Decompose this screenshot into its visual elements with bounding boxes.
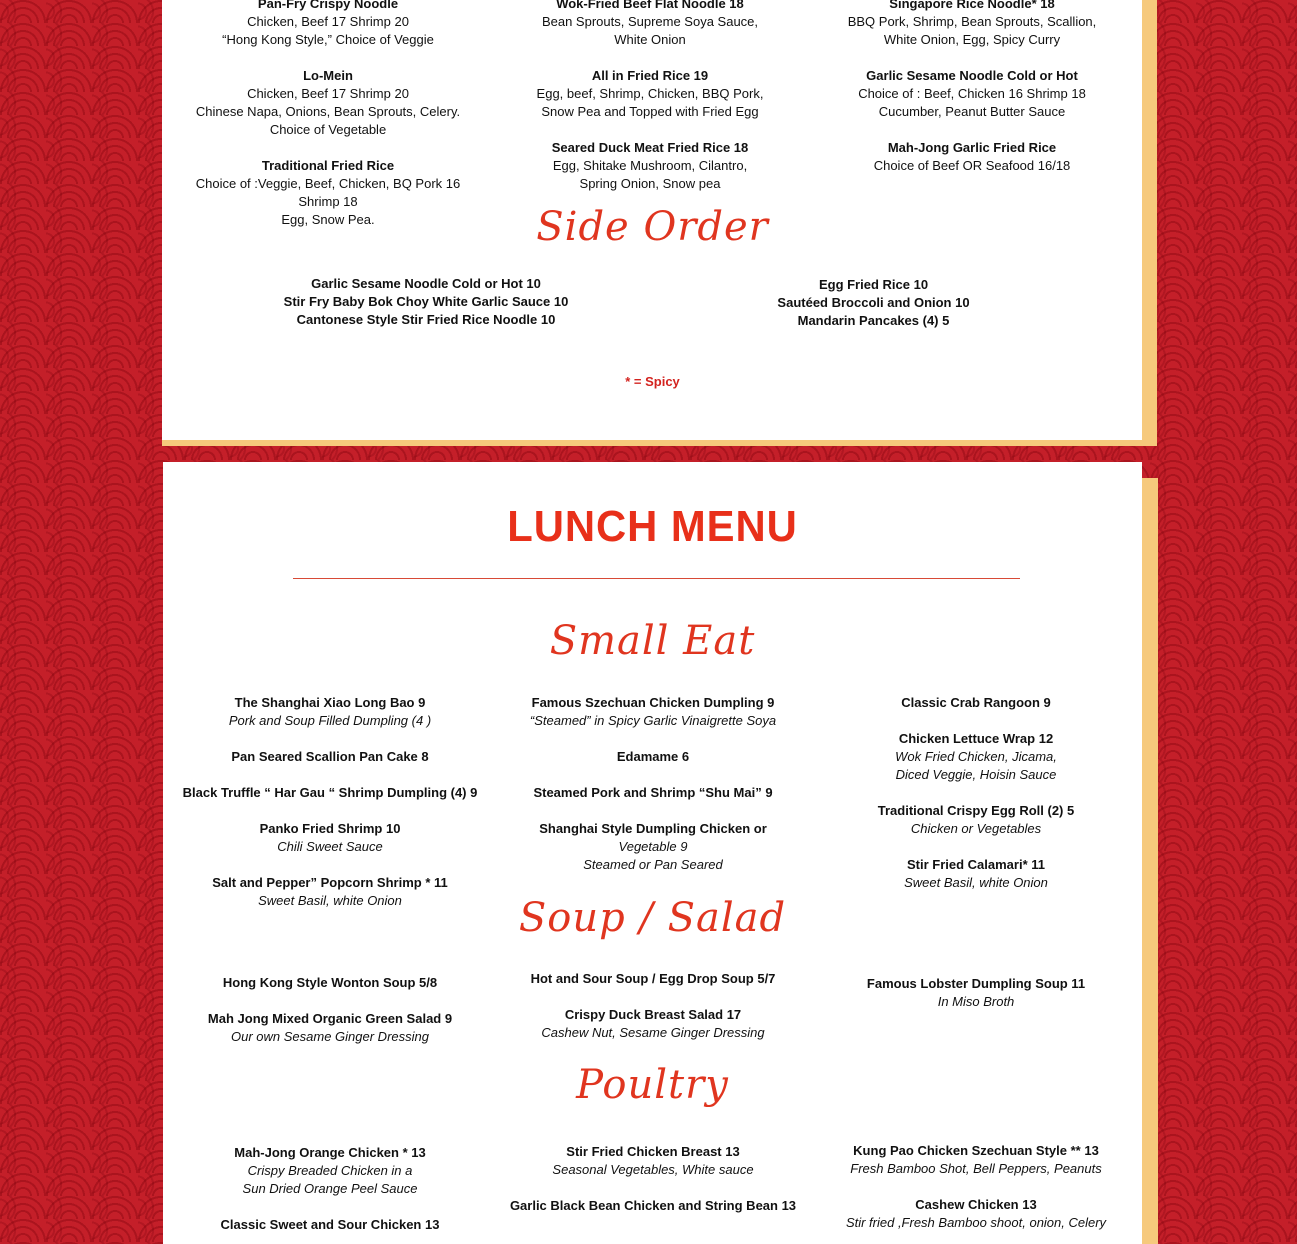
menu-item-name: Singapore Rice Noodle* 18 xyxy=(889,0,1055,11)
menu-item-name: Lo-Mein xyxy=(303,68,353,83)
menu-item-description: Pork and Soup Filled Dumpling (4 ) xyxy=(228,713,432,728)
menu-item-description: Diced Veggie, Hoisin Sauce xyxy=(895,767,1057,782)
item-spacer xyxy=(180,139,476,157)
item-spacer xyxy=(502,121,798,139)
side-order-item: Egg Fried Rice 10 xyxy=(818,277,929,292)
soup-salad-column-3 xyxy=(826,975,1126,1011)
menu-item-description: Egg, Snow Pea. xyxy=(281,212,375,227)
menu-item-name: Cashew Chicken 13 xyxy=(915,1197,1037,1212)
small-eat-column-3 xyxy=(826,694,1126,892)
menu-item-description: Cashew Nut, Sesame Ginger Dressing xyxy=(541,1025,765,1040)
soup-salad-heading: Soup / Salad xyxy=(518,895,787,941)
menu-item-description: Crispy Breaded Chicken in a xyxy=(247,1163,413,1178)
menu-item-description: Snow Pea and Topped with Fried Egg xyxy=(541,104,759,119)
menu-item-name: All in Fried Rice 19 xyxy=(591,68,709,83)
side-order-item: Cantonese Style Stir Fried Rice Noodle 10 xyxy=(296,312,556,327)
menu-item-description: Sun Dried Orange Peel Sauce xyxy=(242,1181,418,1196)
menu-item-name: Steamed Pork and Shrimp “Shu Mai” 9 xyxy=(533,785,773,800)
menu-item-description: BBQ Pork, Shrimp, Bean Sprouts, Scallion, xyxy=(847,14,1097,29)
menu-item-description: Stir fried ,Fresh Bamboo shoot, onion, Celery xyxy=(845,1215,1107,1230)
item-spacer xyxy=(502,730,804,748)
menu-item-name: Mah Jong Mixed Organic Green Salad 9 xyxy=(207,1011,453,1026)
item-spacer xyxy=(826,1178,1126,1196)
item-spacer xyxy=(170,766,490,784)
menu-item-name: Seared Duck Meat Fried Rice 18 xyxy=(551,140,749,155)
item-spacer xyxy=(824,121,1120,139)
menu-item-name: Hong Kong Style Wonton Soup 5/8 xyxy=(222,975,438,990)
small-eat-heading: Small Eat xyxy=(549,618,756,664)
menu-item-description: Chicken or Vegetables xyxy=(910,821,1042,836)
menu-item-description: “Hong Kong Style,” Choice of Veggie xyxy=(222,32,434,47)
menu-item-description: Our own Sesame Ginger Dressing xyxy=(231,1029,429,1044)
item-spacer xyxy=(826,712,1126,730)
side-order-list-left xyxy=(250,275,602,329)
menu-item-name: Pan Seared Scallion Pan Cake 8 xyxy=(231,749,429,764)
item-spacer xyxy=(502,988,804,1006)
menu-item-name: Stir Fried Chicken Breast 13 xyxy=(566,1144,740,1159)
menu-item-name: Garlic Sesame Noodle Cold or Hot xyxy=(866,68,1078,83)
menu-item-description: Sweet Basil, white Onion xyxy=(904,875,1048,890)
menu-item-name: The Shanghai Xiao Long Bao 9 xyxy=(234,695,426,710)
menu-item-description: White Onion, Egg, Spicy Curry xyxy=(883,32,1061,47)
menu-item-description: In Miso Broth xyxy=(937,994,1015,1009)
menu-item-name: Hot and Sour Soup / Egg Drop Soup 5/7 xyxy=(530,971,776,986)
item-spacer xyxy=(170,802,490,820)
menu-item-description: Choice of Vegetable xyxy=(269,122,387,137)
side-order-item: Garlic Sesame Noodle Cold or Hot 10 xyxy=(311,276,541,291)
poultry-heading: Poultry xyxy=(576,1062,729,1108)
menu-item-name: Famous Lobster Dumpling Soup 11 xyxy=(866,976,1086,991)
item-spacer xyxy=(180,992,480,1010)
menu-item-name: Crispy Duck Breast Salad 17 xyxy=(564,1007,742,1022)
panel-shadow-lunch xyxy=(1142,478,1158,1244)
menu-item-name: Traditional Fried Rice xyxy=(261,158,395,173)
menu-item-description: “Steamed” in Spicy Garlic Vinaigrette Soya xyxy=(529,713,777,728)
menu-item-name: Traditional Crispy Egg Roll (2) 5 xyxy=(877,803,1075,818)
menu-item-description: Chicken, Beef 17 Shrimp 20 xyxy=(247,14,409,29)
side-order-heading: Side Order xyxy=(536,204,769,250)
menu-item-name: Black Truffle “ Har Gau “ Shrimp Dumpling (4) 9 xyxy=(182,785,478,800)
small-eat-column-2 xyxy=(502,694,804,874)
menu-item-name: Stir Fried Calamari* 11 xyxy=(906,857,1045,872)
menu-item-name: Chicken Lettuce Wrap 12 xyxy=(898,731,1054,746)
menu-item-description: Shrimp 18 xyxy=(298,194,358,209)
menu-item-description: Choice of :Veggie, Beef, Chicken, BQ Pork 16 xyxy=(195,176,461,191)
menu-item-name: Edamame 6 xyxy=(616,749,690,764)
poultry-column-2 xyxy=(490,1143,816,1215)
menu-item-name: Panko Fried Shrimp 10 xyxy=(259,821,401,836)
menu-item-description: Cucumber, Peanut Butter Sauce xyxy=(878,104,1066,119)
menu-item-name: Salt and Pepper” Popcorn Shrimp * 11 xyxy=(212,875,448,890)
item-spacer xyxy=(502,766,804,784)
menu-item-description: Vegetable 9 xyxy=(618,839,688,854)
side-order-list-right xyxy=(720,276,1027,330)
menu-item-description: Seasonal Vegetables, White sauce xyxy=(552,1162,754,1177)
menu-item-name: Garlic Black Bean Chicken and String Bean 13 xyxy=(509,1198,797,1213)
menu-item-description: Egg, beef, Shrimp, Chicken, BBQ Pork, xyxy=(536,86,764,101)
menu-item-description: Choice of : Beef, Chicken 16 Shrimp 18 xyxy=(858,86,1086,101)
title-divider xyxy=(293,578,1020,579)
item-spacer xyxy=(180,1198,480,1216)
menu-item-description: Chili Sweet Sauce xyxy=(277,839,383,854)
item-spacer xyxy=(826,838,1126,856)
noodle-rice-column-3 xyxy=(824,0,1120,175)
noodle-rice-column-1 xyxy=(180,0,476,229)
menu-item-description: Spring Onion, Snow pea xyxy=(579,176,721,191)
menu-item-name: Shanghai Style Dumpling Chicken or xyxy=(539,821,767,836)
item-spacer xyxy=(490,1179,816,1197)
menu-item-name: Pan-Fry Crispy Noodle xyxy=(257,0,399,11)
small-eat-column-1 xyxy=(170,694,490,910)
menu-item-name: Classic Sweet and Sour Chicken 13 xyxy=(220,1217,440,1232)
item-spacer xyxy=(826,784,1126,802)
soup-salad-column-2 xyxy=(502,970,804,1042)
lunch-menu-title: LUNCH MENU xyxy=(507,502,798,551)
item-spacer xyxy=(180,49,476,67)
menu-item-name: Mah-Jong Orange Chicken * 13 xyxy=(234,1145,426,1160)
menu-item-description: Choice of Beef OR Seafood 16/18 xyxy=(873,158,1071,173)
item-spacer xyxy=(824,49,1120,67)
side-order-item: Mandarin Pancakes (4) 5 xyxy=(797,313,950,328)
menu-item-description: Sweet Basil, white Onion xyxy=(258,893,402,908)
menu-item-description: Bean Sprouts, Supreme Soya Sauce, xyxy=(541,14,759,29)
poultry-column-1 xyxy=(180,1144,480,1234)
menu-item-description: Steamed or Pan Seared xyxy=(583,857,723,872)
spicy-legend: * = Spicy xyxy=(625,374,680,389)
side-order-item: Sautéed Broccoli and Onion 10 xyxy=(777,295,970,310)
menu-item-description: Egg, Shitake Mushroom, Cilantro, xyxy=(552,158,748,173)
item-spacer xyxy=(170,730,490,748)
menu-item-name: Classic Crab Rangoon 9 xyxy=(901,695,1051,710)
item-spacer xyxy=(170,856,490,874)
menu-item-description: Chinese Napa, Onions, Bean Sprouts, Celery. xyxy=(195,104,461,119)
poultry-column-3 xyxy=(826,1142,1126,1232)
menu-item-name: Famous Szechuan Chicken Dumpling 9 xyxy=(531,695,775,710)
item-spacer xyxy=(502,49,798,67)
menu-item-description: Fresh Bamboo Shot, Bell Peppers, Peanuts xyxy=(850,1161,1102,1176)
menu-item-description: White Onion xyxy=(614,32,686,47)
side-order-item: Stir Fry Baby Bok Choy White Garlic Sauce 10 xyxy=(283,294,569,309)
menu-item-name: Mah-Jong Garlic Fried Rice xyxy=(887,140,1057,155)
menu-item-name: Kung Pao Chicken Szechuan Style ** 13 xyxy=(853,1143,1099,1158)
noodle-rice-column-2 xyxy=(502,0,798,193)
soup-salad-column-1 xyxy=(180,974,480,1046)
menu-item-description: Wok Fried Chicken, Jicama, xyxy=(895,749,1057,764)
menu-item-description: Chicken, Beef 17 Shrimp 20 xyxy=(247,86,409,101)
item-spacer xyxy=(502,802,804,820)
menu-item-name: Wok-Fried Beef Flat Noodle 18 xyxy=(556,0,744,11)
